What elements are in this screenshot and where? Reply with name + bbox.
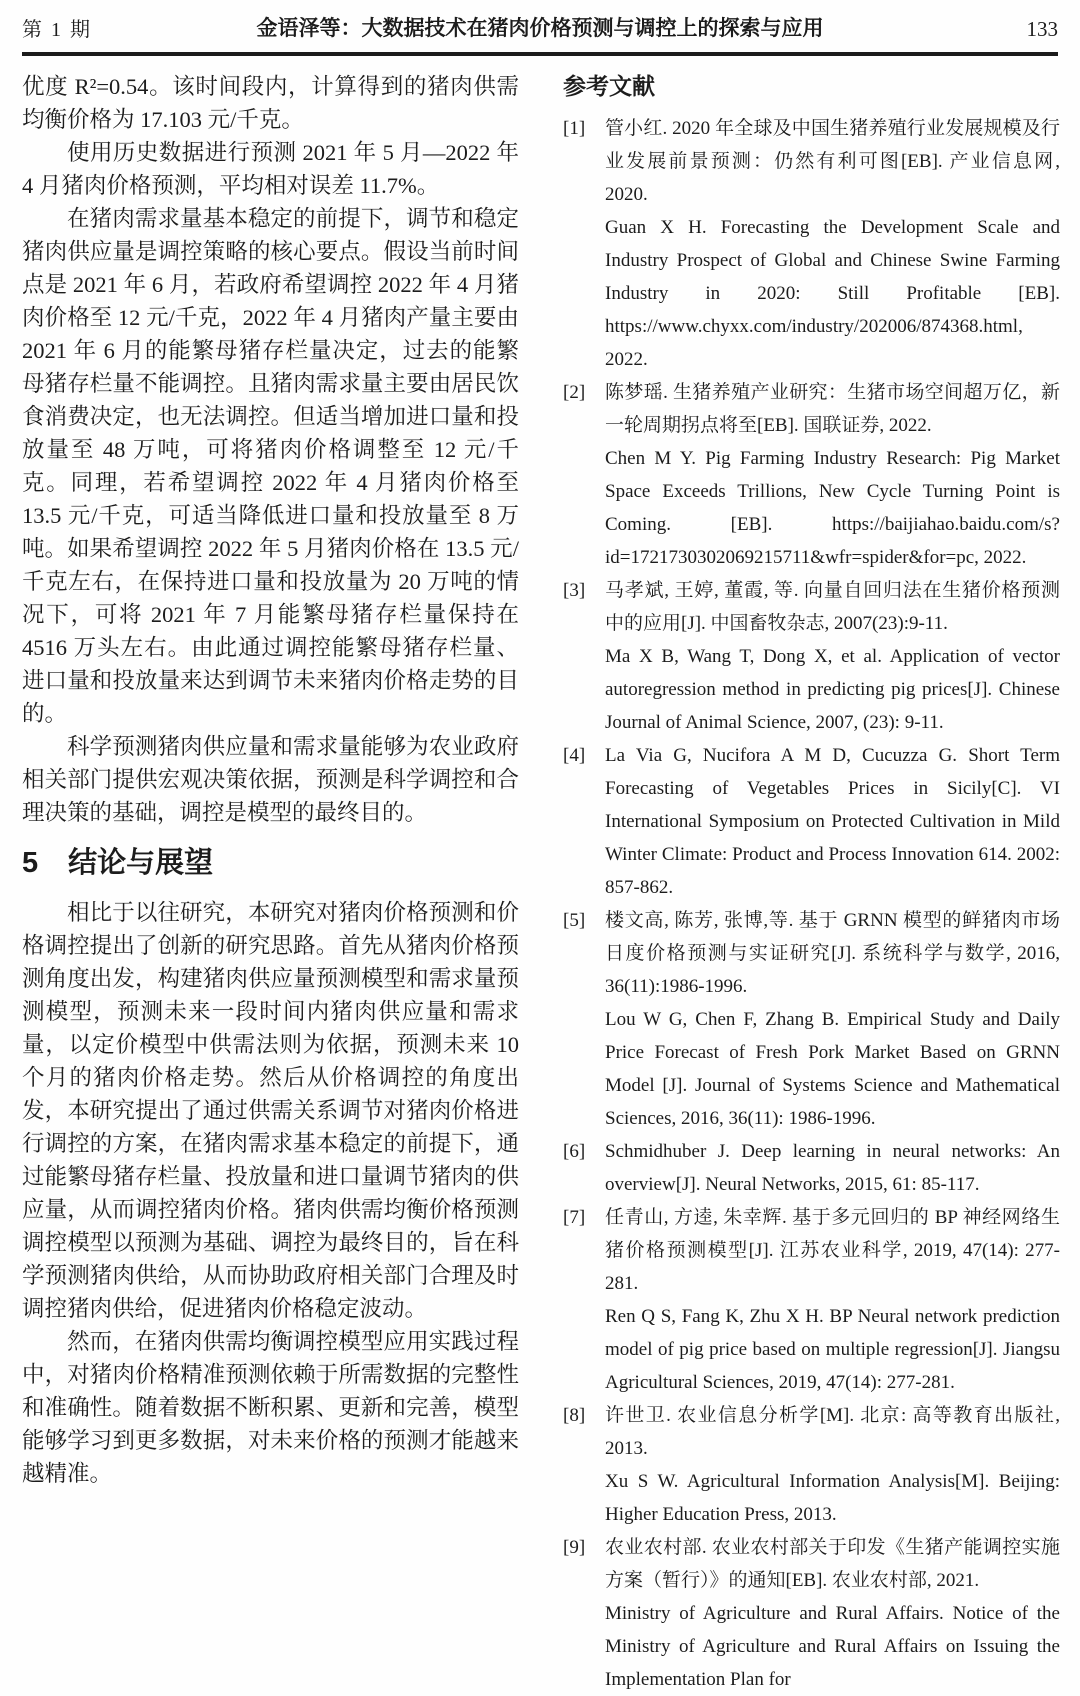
reference-text-en: Xu S W. Agricultural Information Analysis[M]. Beijing: Higher Education Press, 2013. (605, 1470, 1060, 1525)
reference-item (563, 1399, 1060, 1531)
reference-body (605, 1201, 1060, 1399)
reference-text-en: Ma X B, Wang T, Dong X, et al. Application of vector autoregression method in predicting pig prices[J]. Chinese Journal of Animal Science, 2007, (23): 9-11. (605, 645, 1060, 733)
reference-text-en: Chen M Y. Pig Farming Industry Research: Pig Market Space Exceeds Trillions, New Cycle Turning Point is Coming. [EB]. https://baijiahao.baidu.com/s?id=1721730302069215711&wfr=spider&for=pc, 2022. (605, 447, 1060, 568)
issue-label: 第 1 期 (22, 19, 92, 41)
reference-item (563, 739, 1060, 904)
reference-text-en: Guan X H. Forecasting the Development Scale and Industry Prospect of Global and Chinese Swine Farming Industry in 2020: Still Profitable [EB]. https://www.chyxx.com/industry/202006/874368.html, 2022. (605, 216, 1060, 370)
body-paragraph: 相比于以往研究，本研究对猪肉价格预测和价格调控提出了创新的研究思路。首先从猪肉价格预测角度出发，构建猪肉供应量预测模型和需求量预测模型，预测未来一段时间内猪肉供应量和需求量，以定价模型中供需法则为依据，预测未来 10 个月的猪肉价格走势。然后从价格调控的角度出发，本研究提出了通过供需关系调节对猪肉价格进行调控的方案，在猪肉需求基本稳定的前提下，通过能繁母猪存栏量、投放量和进口量调节猪肉的供应量，从而调控猪肉价格。猪肉供需均衡价格预测调控模型以预测为基础、调控为最终目的，旨在科学预测猪肉供给，从而协助政府相关部门合理及时调控猪肉供给，促进猪肉价格稳定波动。 (22, 899, 519, 1321)
section-title: 结论与展望 (68, 847, 214, 879)
reference-label: [8] (563, 1404, 586, 1426)
reference-item (563, 574, 1060, 739)
reference-label: [5] (563, 909, 586, 931)
reference-text-en: Ministry of Agriculture and Rural Affairs. Notice of the Ministry of Agriculture and Rural Affairs on Issuing the Implementation Plan for (605, 1602, 1060, 1690)
reference-label: [6] (563, 1140, 586, 1162)
reference-text-zh: 管小红. 2020 年全球及中国生猪养殖行业发展规模及行业发展前景预测：仍然有利可图[EB]. 产业信息网, 2020. (605, 117, 1060, 205)
reference-body (605, 904, 1060, 1135)
section-number: 5 (22, 847, 39, 879)
two-column-body (22, 70, 1058, 1696)
reference-item (563, 1135, 1060, 1201)
reference-text-zh: 农业农村部. 农业农村部关于印发《生猪产能调控实施方案（暂行）》的通知[EB]. 农业农村部, 2021. (605, 1536, 1060, 1591)
page-number: 133 (1026, 17, 1058, 41)
reference-label: [4] (563, 744, 586, 766)
reference-text-en: Ren Q S, Fang K, Zhu X H. BP Neural network prediction model of pig price based on multiple regression[J]. Jiangsu Agricultural Sciences, 2019, 47(14): 277-281. (605, 1305, 1060, 1393)
reference-item (563, 376, 1060, 574)
reference-item (563, 904, 1060, 1135)
reference-text-zh: 许世卫. 农业信息分析学[M]. 北京: 高等教育出版社, 2013. (605, 1404, 1060, 1459)
references-heading: 参考文献 (563, 73, 655, 99)
reference-label: [7] (563, 1206, 586, 1228)
reference-body (605, 574, 1060, 739)
reference-text-en: Schmidhuber J. Deep learning in neural networks: An overview[J]. Neural Networks, 2015, 61: 85-117. (605, 1140, 1060, 1195)
reference-label: [1] (563, 117, 586, 139)
reference-label: [9] (563, 1536, 586, 1558)
reference-text-zh: 马孝斌, 王婷, 董霞, 等. 向量自回归法在生猪价格预测中的应用[J]. 中国畜牧杂志, 2007(23):9-11. (605, 579, 1060, 634)
running-title: 金语泽等：大数据技术在猪肉价格预测与调控上的探索与应用 (256, 17, 824, 40)
reference-body (605, 1531, 1060, 1696)
reference-body (605, 739, 1060, 904)
body-paragraph: 使用历史数据进行预测 2021 年 5 月—2022 年 4 月猪肉价格预测，平均相对误差 11.7%。 (22, 140, 519, 198)
left-column (22, 70, 519, 1696)
reference-text-zh: 任青山, 方逵, 朱幸辉. 基于多元回归的 BP 神经网络生猪价格预测模型[J]. 江苏农业科学, 2019, 47(14): 277-281. (605, 1206, 1060, 1294)
reference-item (563, 112, 1060, 376)
reference-label: [2] (563, 381, 586, 403)
body-paragraph: 优度 R²=0.54。该时间段内，计算得到的猪肉供需均衡价格为 17.103 元/千克。 (22, 74, 519, 132)
references-column (563, 70, 1060, 1696)
reference-body (605, 112, 1060, 376)
body-paragraph: 然而，在猪肉供需均衡调控模型应用实践过程中，对猪肉价格精准预测依赖于所需数据的完整性和准确性。随着数据不断积累、更新和完善，模型能够学习到更多数据，对未来价格的预测才能越来越精准。 (22, 1328, 519, 1486)
body-paragraph: 科学预测猪肉供应量和需求量能够为农业政府相关部门提供宏观决策依据，预测是科学调控和合理决策的基础，调控是模型的最终目的。 (22, 734, 519, 825)
reference-text-zh: 楼文高, 陈芳, 张博,等. 基于 GRNN 模型的鲜猪肉市场日度价格预测与实证研究[J]. 系统科学与数学, 2016, 36(11):1986-1996. (605, 909, 1060, 997)
reference-body (605, 1399, 1060, 1531)
running-header (22, 10, 1058, 56)
reference-item (563, 1531, 1060, 1696)
reference-text-zh: 陈梦瑶. 生猪养殖产业研究：生猪市场空间超万亿，新一轮周期拐点将至[EB]. 国联证券, 2022. (605, 381, 1060, 436)
reference-body (605, 1135, 1060, 1201)
reference-body (605, 376, 1060, 574)
reference-label: [3] (563, 579, 586, 601)
section-heading (22, 846, 519, 881)
reference-item (563, 1201, 1060, 1399)
reference-text-en: La Via G, Nucifora A M D, Cucuzza G. Short Term Forecasting of Vegetables Prices in Sicily[C]. VI International Symposium on Protected Cultivation in Mild Winter Climate: Product and Process Innovation 614. 2002: 857-862. (605, 744, 1060, 898)
body-paragraph: 在猪肉需求量基本稳定的前提下，调节和稳定猪肉供应量是调控策略的核心要点。假设当前时间点是 2021 年 6 月，若政府希望调控 2022 年 4 月猪肉价格至 12 元/千克，2022 年 4 月猪肉产量主要由 2021 年 6 月的能繁母猪存栏量决定，过去的能繁母猪存栏量不能调控。且猪肉需求量主要由居民饮食消费决定，也无法调控。但适当增加进口量和投放量至 48 万吨，可将猪肉价格调整至 12 元/千克。同理，若希望调控 2022 年 4 月猪肉价格至 13.5 元/千克，可适当降低进口量和投放量至 8 万吨。如果希望调控 2022 年 5 月猪肉价格在 13.5 元/千克左右，在保持进口量和投放量为 20 万吨的情况下，可将 2021 年 7 月能繁母猪存栏量保持在 4516 万头左右。由此通过调控能繁母猪存栏量、进口量和投放量来达到调节未来猪肉价格走势的目的。 (22, 206, 519, 726)
reference-text-en: Lou W G, Chen F, Zhang B. Empirical Study and Daily Price Forecast of Fresh Pork Market Based on GRNN Model [J]. Journal of Systems Science and Mathematical Sciences, 2016, 36(11): 1986-1996. (605, 1008, 1060, 1129)
